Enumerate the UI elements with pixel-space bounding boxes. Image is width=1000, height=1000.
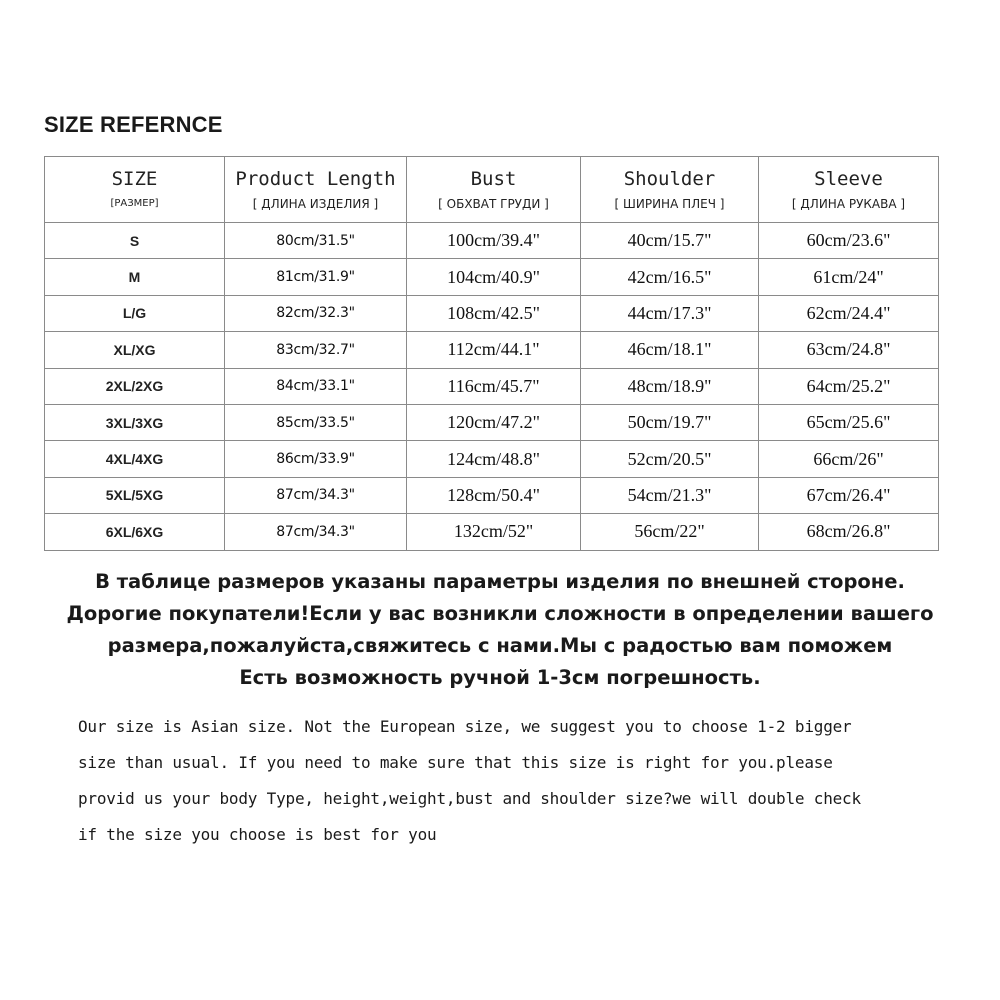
product-length-cell: 87cm/34.3" — [225, 477, 407, 513]
size-cell: 5XL/5XG — [45, 477, 225, 513]
shoulder-cell: 44cm/17.3" — [581, 295, 759, 331]
size-cell: 4XL/4XG — [45, 441, 225, 477]
header-shoulder — [581, 157, 759, 223]
size-cell: M — [45, 259, 225, 295]
bust-cell: 132cm/52" — [407, 514, 581, 550]
russian-note-line: В таблице размеров указаны параметры изделия по внешней стороне. — [95, 570, 905, 593]
shoulder-cell: 42cm/16.5" — [581, 259, 759, 295]
shoulder-cell: 54cm/21.3" — [581, 477, 759, 513]
header-shoulder-sublabel: [ ШИРИНА ПЛЕЧ ] — [614, 196, 725, 211]
table-row — [45, 441, 939, 477]
header-bust-sublabel: [ ОБХВАТ ГРУДИ ] — [438, 196, 549, 211]
sleeve-cell: 66cm/26" — [759, 441, 939, 477]
shoulder-cell: 40cm/15.7" — [581, 223, 759, 259]
table-row — [45, 332, 939, 368]
header-product-length — [225, 157, 407, 223]
table-row — [45, 368, 939, 404]
header-size-sublabel: [РАЗМЕР] — [110, 197, 159, 209]
table-row — [45, 295, 939, 331]
english-note-line: size than usual. If you need to make sure that this size is right for you.please — [78, 753, 833, 772]
product-length-cell: 86cm/33.9" — [225, 441, 407, 477]
table-row — [45, 404, 939, 440]
product-length-cell: 83cm/32.7" — [225, 332, 407, 368]
size-cell: XL/XG — [45, 332, 225, 368]
shoulder-cell: 52cm/20.5" — [581, 441, 759, 477]
header-product-length-label: Product Length — [235, 167, 396, 190]
shoulder-cell: 48cm/18.9" — [581, 368, 759, 404]
table-row — [45, 477, 939, 513]
sleeve-cell: 68cm/26.8" — [759, 514, 939, 550]
bust-cell: 124cm/48.8" — [407, 441, 581, 477]
page-title: SIZE REFERNCE — [44, 112, 223, 137]
english-notes — [78, 712, 958, 856]
russian-note-line: размера,пожалуйста,свяжитесь с нами.Мы с радостью вам поможем — [107, 634, 893, 657]
product-length-cell: 84cm/33.1" — [225, 368, 407, 404]
product-length-cell: 81cm/31.9" — [225, 259, 407, 295]
header-bust-label: Bust — [470, 167, 517, 190]
sleeve-cell: 64cm/25.2" — [759, 368, 939, 404]
size-cell: 6XL/6XG — [45, 514, 225, 550]
size-cell: S — [45, 223, 225, 259]
shoulder-cell: 56cm/22" — [581, 514, 759, 550]
english-note-line: Our size is Asian size. Not the European size, we suggest you to choose 1-2 bigger — [78, 717, 852, 736]
bust-cell: 100cm/39.4" — [407, 223, 581, 259]
header-size — [45, 157, 225, 223]
header-shoulder-label: Shoulder — [623, 167, 716, 190]
table-row — [45, 514, 939, 550]
size-cell: 2XL/2XG — [45, 368, 225, 404]
product-length-cell: 80cm/31.5" — [225, 223, 407, 259]
size-cell: L/G — [45, 295, 225, 331]
english-note-line: provid us your body Type, height,weight,bust and shoulder size?we will double check — [78, 789, 861, 808]
sleeve-cell: 67cm/26.4" — [759, 477, 939, 513]
header-product-length-sublabel: [ ДЛИНА ИЗДЕЛИЯ ] — [252, 196, 379, 211]
shoulder-cell: 46cm/18.1" — [581, 332, 759, 368]
header-sleeve — [759, 157, 939, 223]
shoulder-cell: 50cm/19.7" — [581, 404, 759, 440]
product-length-cell: 82cm/32.3" — [225, 295, 407, 331]
bust-cell: 108cm/42.5" — [407, 295, 581, 331]
table-row — [45, 223, 939, 259]
sleeve-cell: 62cm/24.4" — [759, 295, 939, 331]
sleeve-cell: 61cm/24" — [759, 259, 939, 295]
header-sleeve-sublabel: [ ДЛИНА РУКАВА ] — [791, 196, 906, 211]
size-reference-table — [44, 156, 939, 551]
bust-cell: 116cm/45.7" — [407, 368, 581, 404]
header-bust — [407, 157, 581, 223]
table-header-row — [45, 157, 939, 223]
sleeve-cell: 65cm/25.6" — [759, 404, 939, 440]
product-length-cell: 85cm/33.5" — [225, 404, 407, 440]
bust-cell: 112cm/44.1" — [407, 332, 581, 368]
table-row — [45, 259, 939, 295]
header-size-label: SIZE — [111, 167, 158, 190]
russian-notes — [0, 566, 1000, 694]
sleeve-cell: 60cm/23.6" — [759, 223, 939, 259]
bust-cell: 104cm/40.9" — [407, 259, 581, 295]
size-cell: 3XL/3XG — [45, 404, 225, 440]
product-length-cell: 87cm/34.3" — [225, 514, 407, 550]
bust-cell: 120cm/47.2" — [407, 404, 581, 440]
bust-cell: 128cm/50.4" — [407, 477, 581, 513]
russian-note-line: Есть возможность ручной 1-3см погрешность. — [239, 666, 761, 689]
sleeve-cell: 63cm/24.8" — [759, 332, 939, 368]
header-sleeve-label: Sleeve — [814, 167, 883, 190]
russian-note-line: Дорогие покупатели!Если у вас возникли сложности в определении вашего — [66, 602, 934, 625]
english-note-line: if the size you choose is best for you — [78, 825, 437, 844]
